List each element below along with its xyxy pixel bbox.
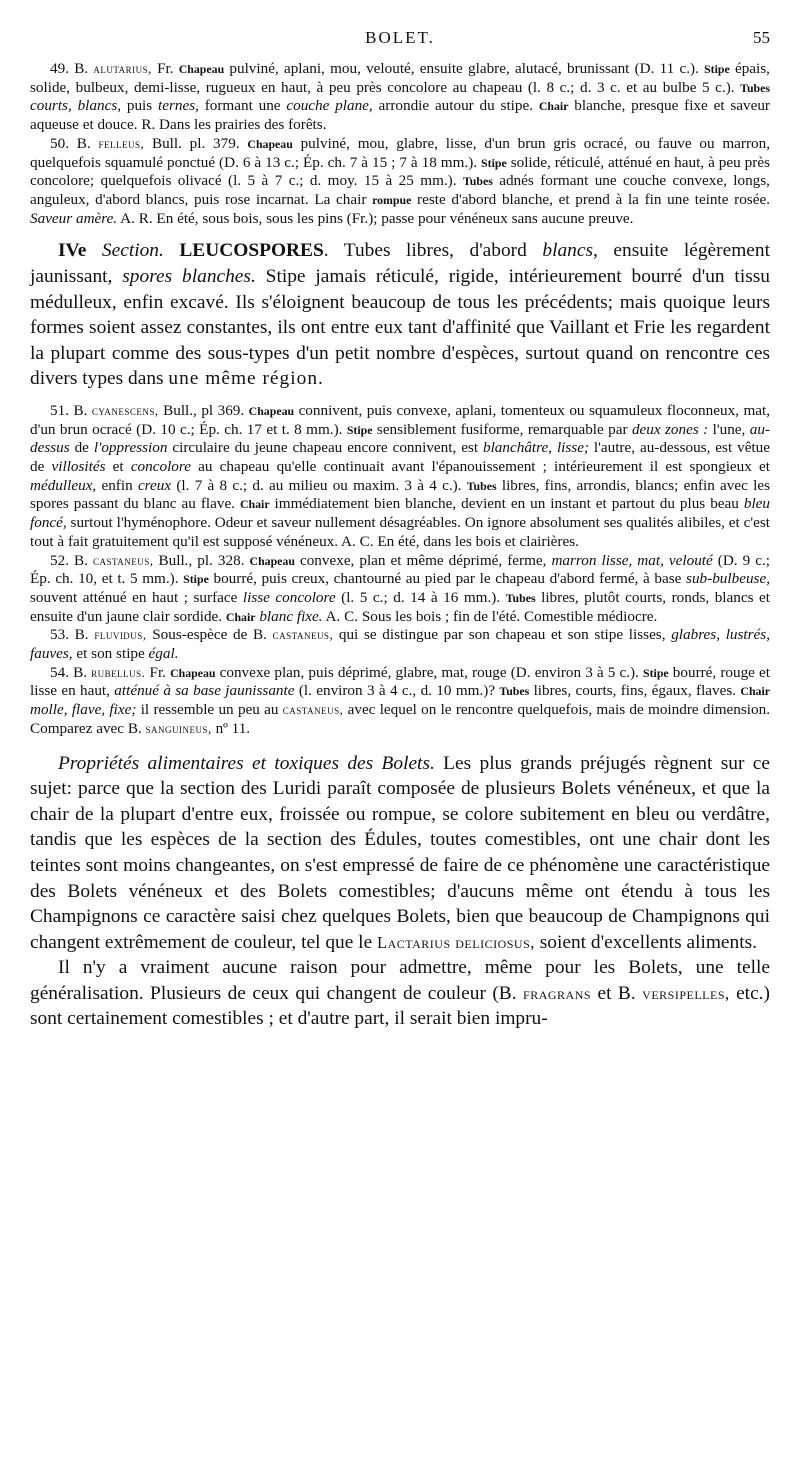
properties-paragraph-2: Il n'y a vraiment aucune raison pour admettre, même pour les Bolets, une telle généralisation. Plusieurs de ceux qui changent de couleur (B. fragrans et B. versipelles, etc.) sont certainement comestibles ; et d'autre part, il serait bien impru-	[30, 957, 770, 1030]
entry-51: 51. B. cyanescens, Bull., pl 369. Chapeau connivent, puis convexe, aplani, tomenteux ou squamuleux floconneux, mat, d'un brun ocracé (D. 10 c.; Ép. ch. 17 et t. 8 mm.). Stipe sensiblement fusiforme, remarquable par deux zones : l'une, au-dessus de l'oppression circulaire du jeune chapeau encore connivent, est blanchâtre, lisse; l'autre, au-dessous, est vêtue de villosités et concolore au chapeau qu'elle continuait avant l'épanouissement ; intérieurement il est spongieux et médulleux, enfin creux (l. 7 à 8 c.; d. au milieu ou maxim. 3 à 4 c.). Tubes libres, fins, arrondis, blancs; enfin avec les spores passant du blanc au flave. Chair immédiatement bien blanche, devient en un instant et partout du plus beau bleu foncé, surtout l'hyménophore. Odeur et saveur nullement désagréables. On ignore absolument ses qualités alibiles, et c'est tout à fait gratuitement qu'il est supposé vénéneux. A. C. En été, dans les bois et clairières.	[30, 401, 771, 550]
properties-heading: Propriétés alimentaires et toxiques des Bolets.	[58, 752, 435, 774]
entry-54: 54. B. rubellus. Fr. Chapeau convexe plan, puis déprimé, glabre, mat, rouge (D. environ 3 à 5 c.). Stipe bourré, rouge et lisse en haut, atténué à sa base jaunissante (l. environ 3 à 4 c., d. 10 mm.)? Tubes libres, courts, fins, égaux, flaves. Chair molle, flave, fixe; il ressemble un peu au castaneus, avec lequel on le rencontre quelquefois, mais de moindre dimension. Comparez avec B. sanguineus, nº 11.	[30, 663, 771, 737]
running-header	[30, 22, 770, 54]
entry-49: 49. B. alutarius, Fr. Chapeau pulviné, aplani, mou, velouté, ensuite glabre, alutacé, brunissant (D. 11 c.). Stipe épais, solide, bulbeux, demi-lisse, rugueux en haut, à peu près concolore au chapeau (l. 8 c.; d. 3 c. et au bulbe 5 c.). Tubes courts, blancs, puis ternes, formant une couche plane, arrondie autour du stipe. Chair blanche, presque fixe et saveur aqueuse et douce. R. Dans les prairies des forêts.	[30, 60, 770, 134]
page-number: 55	[753, 28, 770, 47]
entry-50: 50. B. felleus, Bull. pl. 379. Chapeau pulviné, mou, glabre, lisse, d'un brun gris ocracé, ou fauve ou marron, quelquefois squamulé ponctué (D. 6 à 13 c.; Ép. ch. 7 à 15 ; 7 à 18 mm.). Stipe solide, réticulé, atténué en haut, à peu près concolore; quelquefois olivacé (l. 5 à 7 c.; d. moy. 15 à 25 mm.). Tubes adnés formant une couche convexe, longs, anguleux, d'abord blancs, puis rose incarnat. La chair rompue reste d'abord blanche, et prend à la fin une teinte rosée. Saveur amère. A. R. En été, sous bois, sous les pins (Fr.); passe pour vénéneux sans aucune preuve.	[30, 134, 771, 227]
section-iv-intro: IVe Section. LEUCOSPORES. Tubes libres, d'abord blancs, ensuite légèrement jaunissant, spores blanches. Stipe jamais réticulé, rigide, intérieurement bourré d'un tissu médulleux, enfin excavé. Ils s'éloignent beaucoup de tous les précédents; mais quoique leurs formes soient assez constantes, ils ont entre eux tant d'affinité que Vaillant et Frie les regardent la plupart comme des sous-types d'un petit nombre d'espèces, surtout quand on rencontre ces divers types dans une même région.	[30, 240, 770, 390]
entry-53: 53. B. fluvidus, Sous-espèce de B. castaneus, qui se distingue par son chapeau et son stipe lisses, glabres, lustrés, fauves, et son stipe égal.	[30, 626, 770, 663]
section-food-toxic-properties	[30, 751, 770, 1033]
entries-boletus-51-54	[30, 402, 770, 739]
section-iv-leucospores	[30, 238, 770, 392]
header-title: BOLET.	[365, 28, 435, 47]
entries-boletus-49-50	[30, 60, 770, 228]
entry-52: 52. B. castaneus, Bull., pl. 328. Chapeau convexe, plan et même déprimé, ferme, marron lisse, mat, velouté (D. 9 c.; Ép. ch. 10, et t. 5 mm.). Stipe bourré, puis creux, chantourné au pied par le chapeau d'abord fermé, à base sub-bulbeuse, souvent atténué en haut ; surface lisse concolore (l. 5 c.; d. 14 à 16 mm.). Tubes libres, plutôt courts, ronds, blancs et ensuite d'un jaune clair sordide. Chair blanc fixe. A. C. Sous les bois ; fin de l'été. Comestible médiocre.	[30, 551, 771, 625]
properties-paragraph-1: Propriétés alimentaires et toxiques des Bolets. Les plus grands préjugés règnent sur ce sujet: parce que la section des Luridi paraît composée de plusieurs Bolets vénéneux, et que la chair de la plupart d'entre eux, froissée ou rompue, se colore subitement en bleu ou verdâtre, tandis que les espèces de la section des Édules, toutes comestibles, ont une chair dont les teintes sont moins changeantes, on s'est empressé de faire de ce phénomène une caractéristique des Bolets vénéneux et des Bolets comestibles; d'aucuns même ont étendu à tous les Champignons ce caractère saisi chez quelques Bolets, bien que beaucoup de Champignons qui changent extrêmement de couleur, tel que le Lactarius deliciosus, soient d'excellents aliments.	[30, 752, 770, 953]
page	[30, 22, 770, 1032]
